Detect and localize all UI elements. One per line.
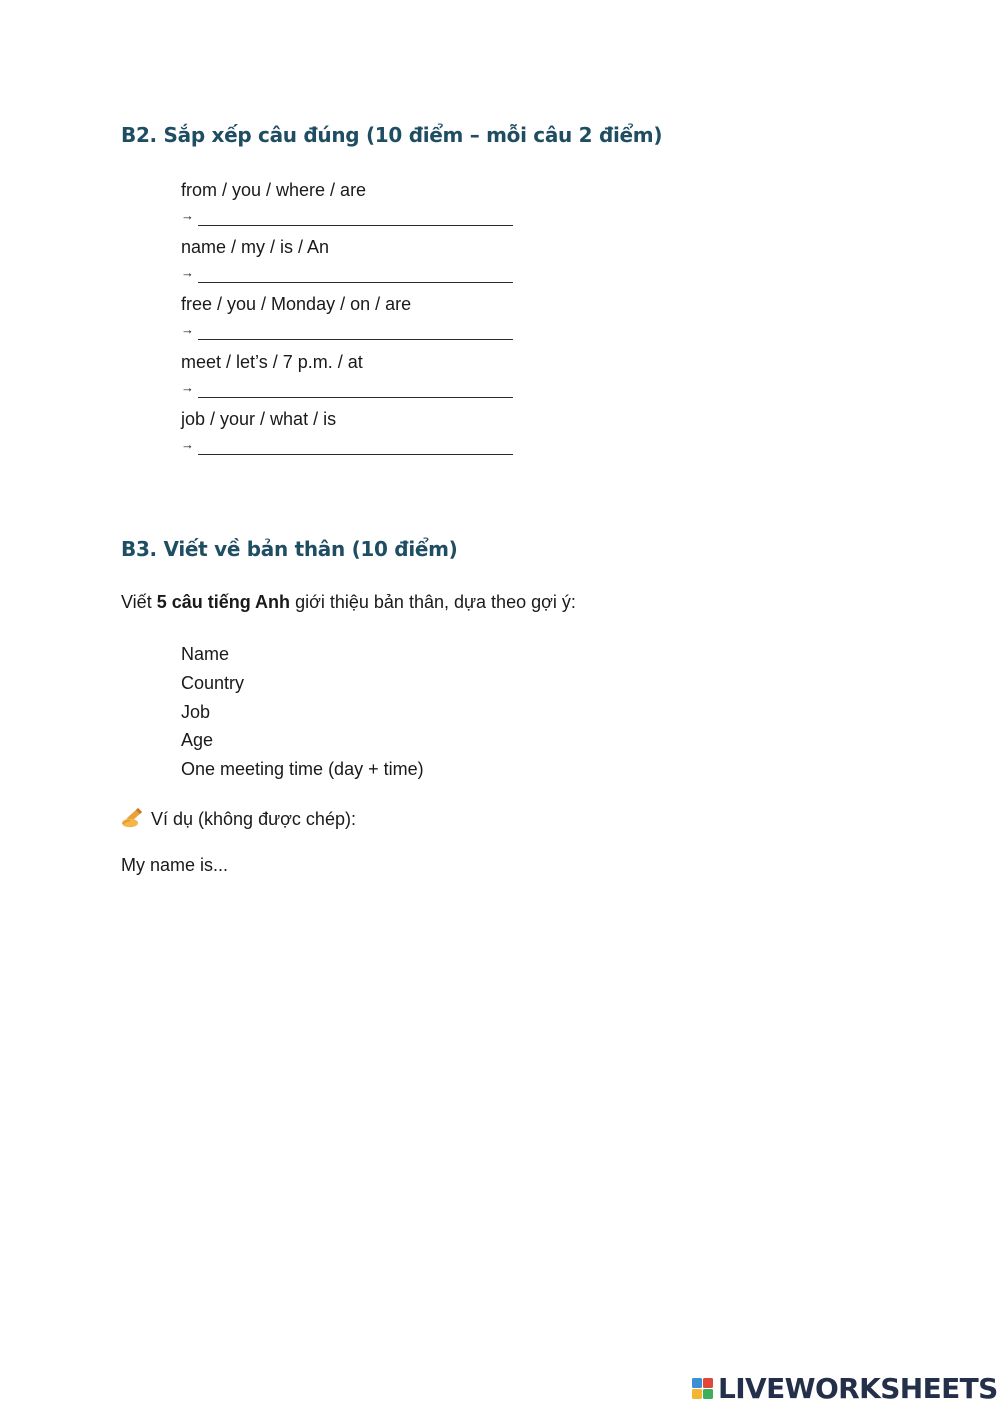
example-label-row	[121, 806, 356, 833]
liveworksheets-logo	[692, 1374, 998, 1404]
exercise-item	[181, 291, 411, 348]
section-b2-title: B2. Sắp xếp câu đúng (10 điểm – mỗi câu 2 điểm)	[121, 123, 663, 147]
exercise-prompt: from / you / where / are	[181, 180, 367, 200]
logo-text: LIVEWORKSHEETS	[718, 1372, 998, 1405]
instruction-text: Viết	[121, 592, 157, 612]
answer-blank[interactable]	[198, 265, 513, 283]
hint-item: One meeting time (day + time)	[181, 759, 424, 780]
arrow-icon: →	[181, 436, 194, 452]
answer-row	[181, 433, 411, 457]
exercise-prompt: free / you / Monday / on / are	[181, 294, 412, 315]
example-text: My name is...	[121, 855, 229, 875]
exercise-item	[181, 177, 411, 234]
writing-hand-icon	[121, 806, 145, 833]
instruction-text: giới thiệu bản thân, dựa theo gợi ý:	[290, 592, 576, 612]
hint-item: Job	[181, 701, 211, 722]
answer-blank[interactable]	[198, 322, 513, 340]
answer-row	[181, 318, 411, 342]
answer-blank[interactable]	[198, 380, 513, 398]
exercise-prompt: job / your / what / is	[181, 408, 337, 429]
answer-row	[181, 376, 411, 400]
arrow-icon: →	[181, 379, 194, 395]
exercise-prompt: meet / let’s / 7 p.m. / at	[181, 351, 363, 372]
hint-item: Name	[181, 644, 230, 664]
answer-row	[181, 261, 411, 285]
logo-mark-icon	[692, 1376, 714, 1402]
answer-blank[interactable]	[198, 437, 513, 455]
answer-row	[181, 204, 411, 228]
exercise-prompt: name / my / is / An	[181, 237, 330, 258]
writing-instruction	[121, 592, 576, 613]
arrow-icon: →	[181, 208, 194, 223]
exercise-item	[181, 234, 411, 291]
hint-item: Age	[181, 730, 214, 751]
reorder-exercise-list	[181, 177, 411, 463]
instruction-emphasis: 5 câu tiếng Anh	[156, 592, 291, 612]
arrow-icon: →	[181, 322, 194, 338]
exercise-item	[181, 349, 411, 406]
exercise-item	[181, 406, 411, 463]
section-b3-title: B3. Viết về bản thân (10 điểm)	[121, 537, 458, 561]
hint-item: Country	[181, 672, 245, 693]
answer-blank[interactable]	[198, 208, 513, 226]
hint-list	[181, 640, 424, 784]
arrow-icon: →	[181, 265, 194, 281]
example-label: Ví dụ (không được chép):	[151, 809, 356, 829]
